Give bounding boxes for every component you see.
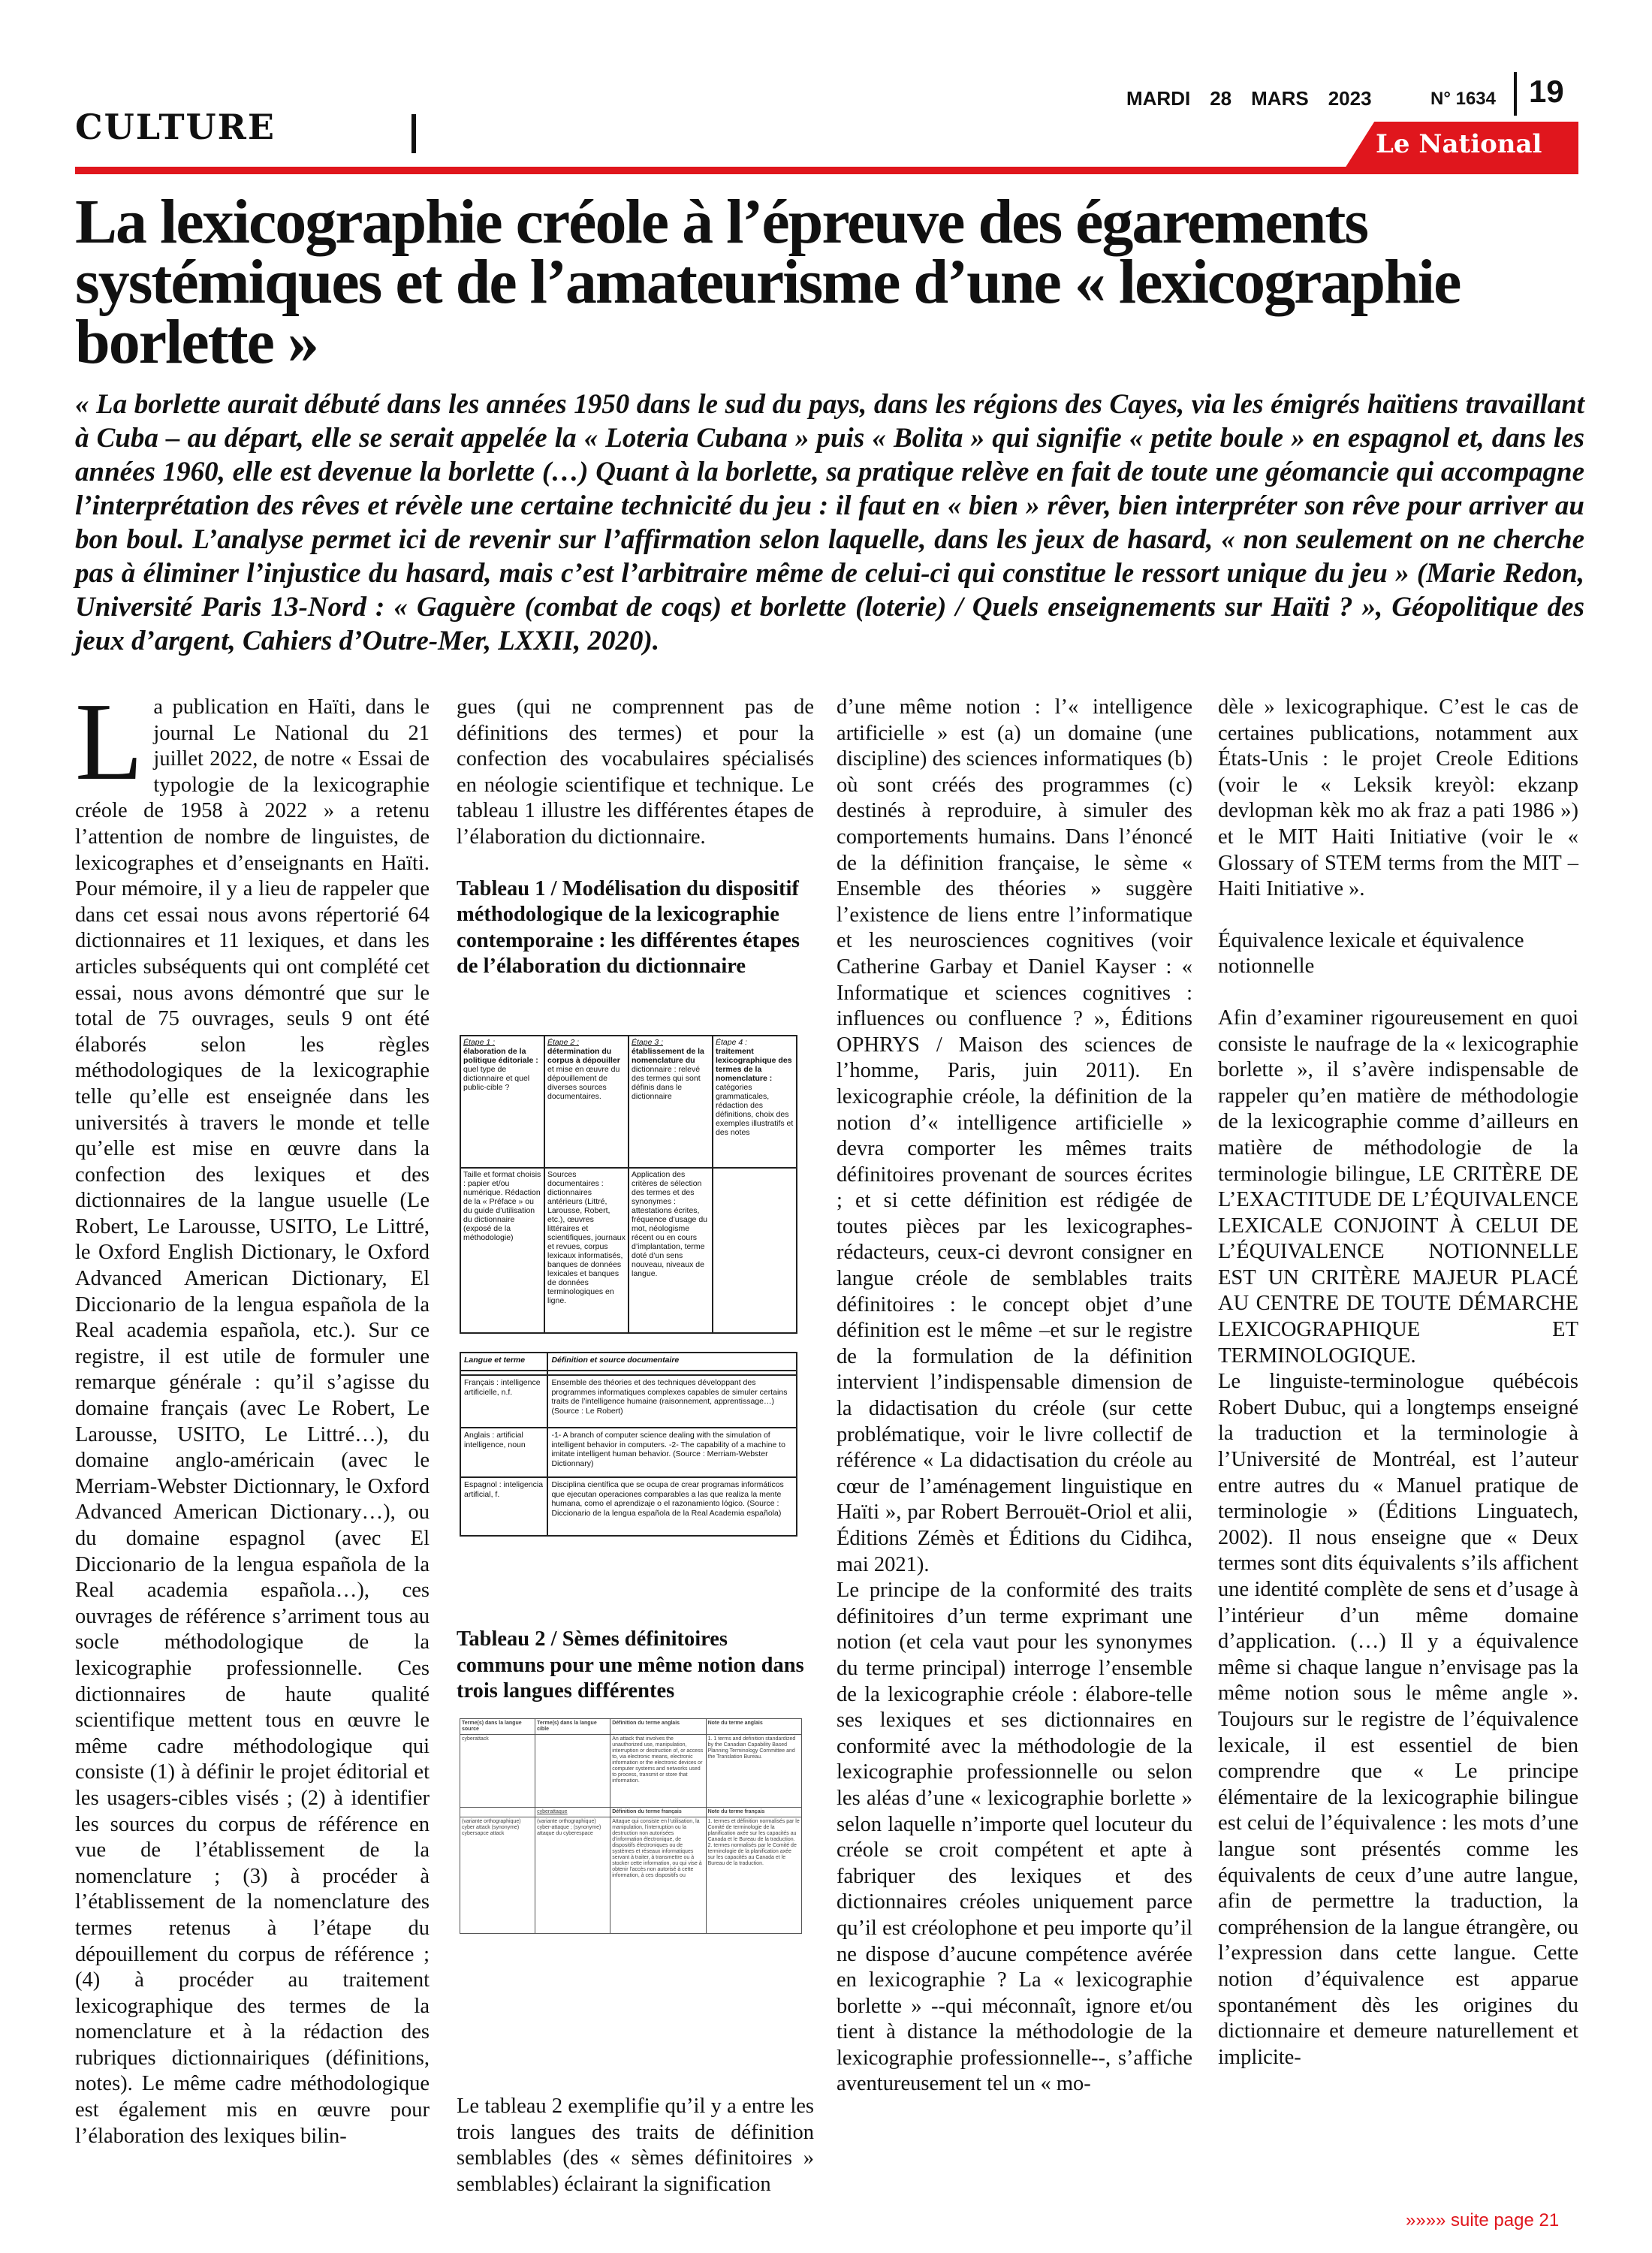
table-cell: 1. 1 terms and definition standardized by the Canadian Capability Based Planning Terminology Committee and the Translation Bureau.: [706, 1735, 801, 1808]
step-body: et mise en œuvre du dépouillement de diverses sources documentaires.: [547, 1065, 620, 1101]
step-label: Étape 4 :: [716, 1038, 748, 1047]
step-detail: Taille et format choisis : papier et/ou numérique. Rédaction de la « Préface » ou du guide d’utilisation du dictionnaire (exposé de la méthodologie): [460, 1168, 544, 1333]
column-3-text-b: Le principe de la conformité des traits définitoires d’un terme exprimant une notion (et cela vaut pour les synonymes du terme principal) interroge l’ensemble de la lexicographie créole : élabore-telle ses lexiques et ses dictionnaires en conformité avec la méthodologie de la lexicographie professionnelle ou selon les aléas d’une « lexicographie borlette » selon laquelle n’importe quel locuteur du créole se croit compétent et apte à fabriquer des lexiques et des dictionnaires créoles uniquement parce qu’il est créolophone et peu importe qu’il ne dispose d’aucune compétence avérée en lexicographie ? La « lexicographie borlette » --qui méconnaît, ignore et/ou tient à distance la méthodologie de la lexicographie professionnelle--, s’affiche aventureusement tel un « mo-: [837, 1579, 1192, 2096]
step-title: élaboration de la politique éditoriale :: [463, 1047, 538, 1065]
column-2-text-bottom: Le tableau 2 exemplifie qu’il y a entre les trois langues des traits de définition semblables (des « sèmes définitoires » semblables) éclairant la signification: [457, 2095, 814, 2196]
article-standfirst: « La borlette aurait débuté dans les années 1950 dans le sud du pays, dans les régions des Cayes, via les émigrés haïtiens travaillant à Cuba – au départ, elle se serait appelée la « Loteria Cubana » puis « Bolita » qui signifie « petite boule » en espagnol et, dans les années 1960, elle est devenue la borlette (…) Quant à la borlette, sa pratique relève en fait de toute une géomancie qui accompagne l’interprétation des rêves et révèle une certaine technicité du jeu : il faut en « bien » rêver, bien interpréter son rêve pour arriver au bon boul. L’analyse permet ici de revenir sur l’affirmation selon laquelle, dans les jeux de hasard, « non seulement on ne cherche pas à éliminer l’injustice du hasard, mais c’est l’arbitraire même de celui-ci qui constitue le ressort unique du jeu » (Marie Redon, Université Paris 13-Nord : « Gaguère (combat de coqs) et borlette (loterie) / Quels enseignements sur Haïti ? », Géopolitique des jeux d’argent, Cahiers d’Outre-Mer, LXXII, 2020).: [75, 389, 1584, 656]
table-cell: cyberattack: [460, 1735, 535, 1808]
table-header: Langue et terme: [460, 1353, 547, 1371]
step-detail: Sources documentaires : dictionnaires antérieurs (Littré, Larousse, Robert, etc.), œuvres littéraires et scientifiques, journaux et revues, corpus lexicaux informatisés, banques de données lexicales et banques de données terminologiques en ligne.: [544, 1168, 629, 1333]
step-cell: [544, 1036, 629, 1168]
column-3: [837, 695, 1192, 2098]
page-number: 19: [1529, 74, 1564, 109]
drop-cap: L: [75, 680, 143, 804]
step-label: Étape 2 :: [547, 1038, 580, 1047]
term-cell: Français : intelligence artificielle, n.f.: [460, 1375, 547, 1428]
column-4: [1218, 695, 1578, 2071]
column-4-text-c: Le linguiste-terminologue québécois Robert Dubuc, qui a longtemps enseigné la traduction et la terminologie à l’Université de Montréal, est l’auteur entre autres du « Manuel pratique de terminologie » (Éditions Linguatech, 2002). Il nous enseigne que « Deux termes sont dits équivalents s’ils affichent une identité complète de sens et d’usage à l’intérieur d’un même domaine d’application. (…) Il y a équivalence même si chaque langue n’envisage pas la même notion sous le même angle ». Toujours sur le registre de l’équivalence lexicale, il est essentiel de bien comprendre que « Le principe élémentaire de la lexicographie bilingue est celui de l’équivalence : les mots d’une langue sont présentés comme les équivalents de ceux d’une autre langue, afin de permettre la traduction, la compréhension de la langue étrangère, ou l’expression dans cette langue. Cette notion d’équivalence est apparue spontanément dès les origines du dictionnaire et demeure naturellement et implicite-: [1218, 1370, 1578, 2069]
step-cell: [629, 1036, 713, 1168]
table-cell: [460, 1808, 535, 1817]
step-detail: [713, 1168, 797, 1333]
step-title: établissement de la nomenclature du: [632, 1047, 704, 1065]
step-detail: Application des critères de sélection des termes et des synonymes : attestations écrites, fréquence d’usage du mot, néologisme récent ou en cours d’implantation, terme doté d’un sens nouveau, niveaux de langue.: [629, 1168, 713, 1333]
column-1-text: a publication en Haïti, dans le journal Le National du 21 juillet 2022, de notre « Essai de typologie de la lexicographie créole de 1958 à 2022 » a retenu l’attention de nombre de linguistes, de lexicographes et d’enseignants en Haïti. Pour mémoire, il y a lieu de rappeler que dans cet essai nous avons répertorié 64 dictionnaires et 11 lexiques, et dans les articles subséquents qui ont complété cet essai, nous avons démontré que sur le total de 75 ouvrages, seuls 9 ont été élaborés selon les règles méthodologiques de la lexicographie telle qu’elle est enseignée dans les universités à travers le monde et telle qu’elle est mise en œuvre dans la confection des lexiques et des dictionnaires de la langue usuelle (Le Robert, Le Larousse, USITO, Le Littré, le Oxford English Dictionary, le Oxford Advanced American Dictionary, El Diccionario de la lengua española de la Real academia española, etc.). Sur ce registre, il est utile de formuler une remarque générale : qu’il s’agisse du domaine français (avec Le Robert, Le Larousse, USITO, Le Littré…), du domaine anglo-américain (avec le Merriam-Webster Dictionnary, le Oxford Advanced American Dictionary…), ou du domaine espagnol (avec El Diccionario de la lengua española de la Real academia española…), ces ouvrages de référence s’arriment tous au socle méthodologique de la lexicographie professionnelle. Ces dictionnaires de haute qualité scientifique mettent tous en œuvre le même cadre méthodologique qui consiste (1) à définir le projet éditorial et les usagers-cibles visés ; (2) à identifier les sources du corpus de référence en vue de l’établissement de la nomenclature ; (3) à procéder à l’établissement de la nomenclature des termes retenus à l’étape du dépouillement du corpus de référence ; (4) à procéder au traitement lexicographique des termes de la nomenclature et à la rédaction des rubriques dictionnairiques (définitions, notes). Le même cadre méthodologique est également mis en œuvre pour l’élaboration des lexiques bilin-: [75, 695, 430, 2148]
table-header: Définition du terme anglais: [610, 1719, 706, 1735]
table-cell: An attack that involves the unauthorized use, manipulation, interruption or destruction of, or access to, via electronic means, electronic information or the electronic devices or computer systems and networks used to process, transmit or store that information.: [610, 1735, 706, 1808]
table-cell: cyberattaque: [535, 1808, 610, 1817]
step-body: catégories grammaticales, rédaction des définitions, choix des exemples illustratifs et des notes: [716, 1083, 794, 1137]
step-label: Étape 3 :: [632, 1038, 664, 1047]
definition-cell: -1- A branch of computer science dealing with the simulation of intelligent behavior in computers. -2- The capability of a machine to imitate intelligent human behavior. (Source : Merriam-Webster Dictionnary): [547, 1428, 797, 1477]
step-cell: [460, 1036, 544, 1168]
step-body: quel type de dictionnaire et quel public-cible ?: [463, 1065, 530, 1092]
step-cell: [713, 1036, 797, 1168]
step-body: dictionnaire : relevé des termes qui sont définis dans le dictionnaire: [632, 1065, 701, 1101]
table-2-caption: Tableau 2 / Sèmes définitoires communs pour une même notion dans trois langues différentes: [457, 1627, 804, 1703]
step-title: traitement lexicographique des termes de la nomenclature :: [716, 1047, 792, 1083]
table-1-steps: [460, 1035, 797, 1334]
table-cell: [535, 1735, 610, 1808]
table-cell: (variante orthographique) cyber-attaque ; (synonyme) attaque du cyberespace: [535, 1817, 610, 1934]
date-year: 2023: [1328, 87, 1372, 110]
date-month: MARS: [1251, 87, 1309, 110]
step-title: détermination du corpus à dépouiller: [547, 1047, 620, 1065]
dateline: [1126, 87, 1391, 110]
definition-cell: Disciplina científica que se ocupa de crear programas informáticos que ejecutan operaciones comparables a las que realiza la mente humana, como el aprendizaje o el razonamiento lógico. (Source : Diccionario de la lengua española de la Real Academia española): [547, 1477, 797, 1536]
table-cell: (variante orthographique) cyber attack (synonyme) cybersapce attack: [460, 1817, 535, 1934]
term-cell: Anglais : artificial intelligence, noun: [460, 1428, 547, 1477]
column-3-text-a: d’une même notion : l’« intelligence artificielle » est (a) un domaine (une discipline) des sciences informatiques (b) où sont créés des programmes (c) destinés à reproduire, à simuler des comportements humains. Dans l’énoncé de la définition française, le sème « Ensemble des théories » suggère l’existence de liens entre l’informatique et les neurosciences cognitives (voir Catherine Garbay et Daniel Kayser : « Informatique et sciences cognitives : influences ou confluence ? », Éditions OPHRYS / Maison des sciences de l’homme, Paris, juin 2011). En lexicographie créole, la définition de la notion d’« intelligence artificielle » devra comporter les mêmes traits définitoires provenant de sources écrites ; et si cette définition est rédigée de toutes pièces par les lexicographes-rédacteurs, ceux-ci devront consigner en langue créole de semblables traits définitoires : le concept objet d’une définition est le même –et sur le registre de la formulation de la définition intervient l’indispensable dimension de la didactisation du créole (sur cette problématique, voir le livre collectif de référence « La didactisation du créole au cœur de l’aménagement linguistique en Haïti », par Robert Berrouët-Oriol et alii, Éditions Zémès et Éditions du Cidihca, mai 2021).: [837, 695, 1192, 1576]
table-2-semes: [460, 1718, 802, 1934]
column-4-subhead: Équivalence lexicale et équivalence notionnelle: [1218, 928, 1524, 979]
table-cell: Attaque qui consiste en l’utilisation, la manipulation, l’interruption ou la destruction non autorisées d’information électronique, de dispositifs électroniques ou de systèmes et réseaux informatiques servant à traiter, à transmettre ou à stocker cette information, ou qui vise à obtenir l’accès non autorisé à cette information, à ces dispositifs ou: [610, 1817, 706, 1934]
table-header: Définition et source documentaire: [547, 1353, 797, 1371]
article-headline: La lexicographie créole à l’épreuve des égarements systémiques et de l’amateurisme d’une « lexicographie borlette »: [75, 187, 1461, 377]
term-cell: Espagnol : inteligencia artificial, f.: [460, 1477, 547, 1536]
date-day: 28: [1210, 87, 1232, 110]
brand-name: Le National: [1376, 129, 1542, 159]
table-1-caption: Tableau 1 / Modélisation du dispositif méthodologique de la lexicographie contemporaine : les différentes étapes de l’élaboration du dictionnaire: [457, 876, 800, 979]
issue-number: N° 1634: [1430, 89, 1496, 109]
table-1-definitions: [460, 1352, 797, 1537]
step-label: Étape 1 :: [463, 1038, 496, 1047]
table-cell: 1. termes et définition normalisés par le Comité de terminologie de la planification axée sur les capacités au Canada et le Bureau de la traduction. 2. termes normalisés par le Comité de terminologie de la planification axée sur les capacités au Canada et le Bureau de la traduction.: [706, 1817, 801, 1934]
column-2: [457, 695, 814, 980]
section-label: CULTURE: [75, 107, 276, 147]
table-header: Terme(s) dans la langue source: [460, 1719, 535, 1735]
table-header: Définition du terme français: [610, 1808, 706, 1817]
continued-link[interactable]: »»»» suite page 21: [1406, 2210, 1560, 2230]
date-weekday: MARDI: [1126, 87, 1191, 110]
definition-cell: Ensemble des théories et des techniques développant des programmes informatiques complexes capables de simuler certains traits de l’intelligence humaine (raisonnement, apprentissage…) (Source : Le Robert): [547, 1375, 797, 1428]
column-4-text-b: Afin d’examiner rigoureusement en quoi consiste le naufrage de la « lexicographie borlette », il s’avère indispensable de rappeler qu’en matière de méthodologie de la lexicographie comme d’ailleurs en matière de méthodologie de la terminologie bilingue, LE CRITÈRE DE L’EXACTITUDE DE L’ÉQUIVALENCE LEXICALE CONJOINT À CELUI DE L’ÉQUIVALENCE NOTIONNELLE EST UN CRITÈRE MAJEUR PLACÉ AU CENTRE DE TOUTE DÉMARCHE LEXICOGRAPHIQUE ET TERMINOLOGIQUE.: [1218, 1006, 1578, 1368]
page-number-divider: [1514, 72, 1517, 116]
column-1: [75, 680, 430, 2149]
column-4-text-a: dèle » lexicographique. C’est le cas de certaines publications, notamment aux États-Unis : le projet Creole Editions (voir le « Leksik kreyòl: ekzanp devlopman kèk mo ak fraz a pati 1986 ») et le MIT Haiti Initiative (voir le « Glossary of STEM terms from the MIT – Haiti Initiative ».: [1218, 695, 1578, 901]
column-2-text-top: gues (qui ne comprennent pas de définitions des termes) et pour la confection des vocabulaires spécialisés en néologie scientifique et technique. Le tableau 1 illustre les différentes étapes de l’élaboration du dictionnaire.: [457, 695, 814, 849]
table-header: Terme(s) dans la langue cible: [535, 1719, 610, 1735]
section-divider: [411, 114, 416, 153]
table-header: Note du terme anglais: [706, 1719, 801, 1735]
table-header: Note du terme français: [706, 1808, 801, 1817]
